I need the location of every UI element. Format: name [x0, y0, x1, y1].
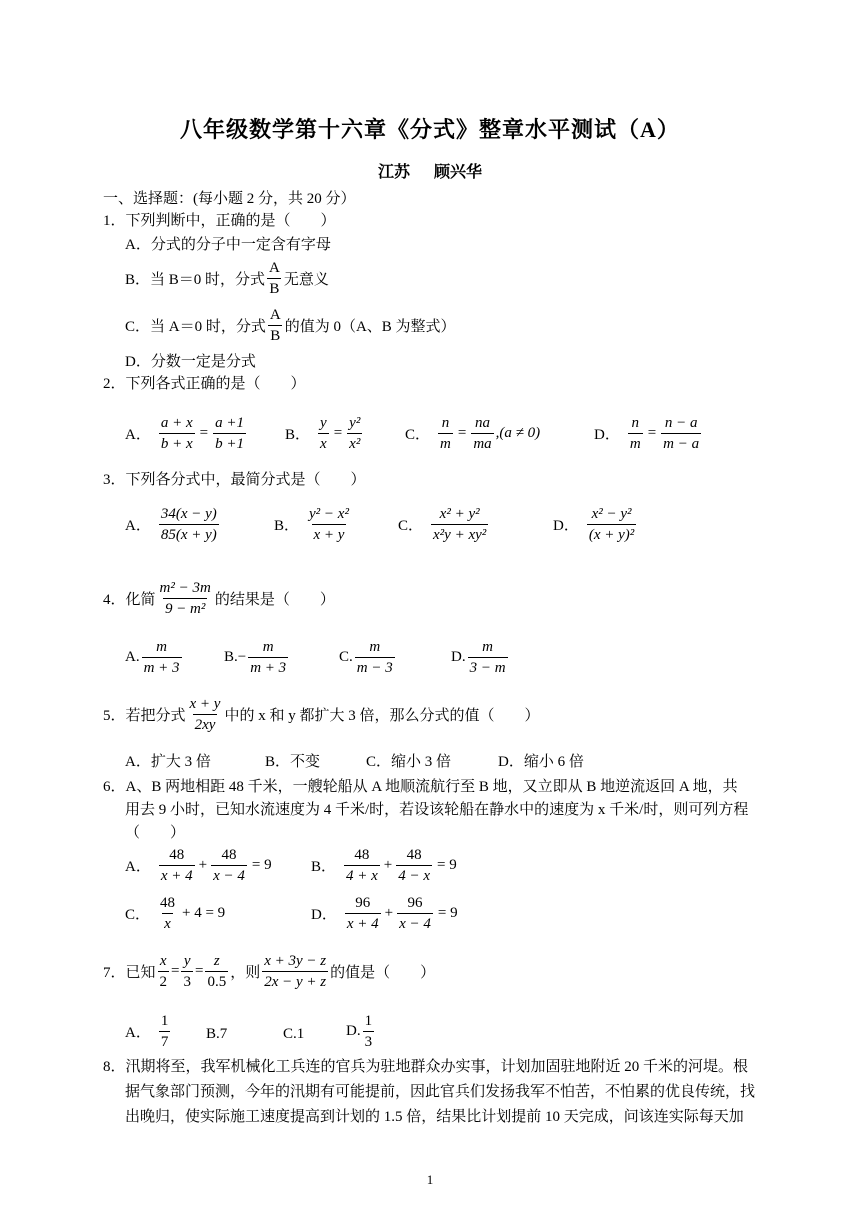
numerator: x² + y²: [439, 506, 480, 522]
denominator: x + y: [312, 524, 347, 545]
fraction: [307, 504, 351, 545]
fraction: [396, 845, 432, 886]
q7-option-c: C.1: [283, 1026, 305, 1042]
denominator: x + 4: [345, 913, 381, 934]
q8-stem-line3: 出晚归，使实际施工速度提高到计划的 1.5 倍，结果比计划提前 10 天完成，问该连实际每天加: [125, 1109, 744, 1125]
plus-sign: +: [383, 857, 393, 873]
option-label: D．: [311, 907, 337, 923]
numerator: a + x: [160, 415, 193, 431]
denominator: x: [318, 433, 329, 454]
equals-sign: =: [333, 425, 343, 441]
numerator: 96: [355, 895, 371, 911]
q1-c-text: C．当 A＝0 时，分式: [125, 319, 266, 335]
denominator: 2: [158, 971, 170, 992]
fraction: [248, 637, 288, 678]
numerator: n: [441, 415, 450, 431]
q4-option-d: [451, 637, 510, 678]
option-label: A.: [125, 649, 140, 665]
q6-stem-line1: 6．A、B 两地相距 48 千米，一艘轮船从 A 地顺流航行至 B 地，又立即从 B 地逆流返回 A 地，共: [103, 779, 738, 795]
denominator: 85(x + y): [159, 524, 219, 545]
q7-text: 7．已知: [103, 965, 156, 981]
numerator: A: [269, 260, 280, 276]
q2-stem: 2．下列各式正确的是（ ）: [103, 376, 306, 392]
fraction: [158, 951, 170, 992]
denominator: B: [268, 325, 282, 346]
q6-stem-line2: 用去 9 小时，已知水流速度为 4 千米/时，若设该轮船在静水中的速度为 x 千米/时，则可列方程: [125, 802, 749, 818]
q5-option-a: A．扩大 3 倍: [125, 754, 211, 770]
fraction: [347, 413, 362, 454]
denominator: 2x − y + z: [262, 971, 328, 992]
q3-stem: 3．下列各分式中，最简分式是（ ）: [103, 472, 366, 488]
plus-sign: +: [384, 905, 394, 921]
option-label: B．: [274, 518, 300, 534]
denominator: b +1: [213, 433, 246, 454]
q4-option-b: [224, 637, 290, 678]
fraction: [262, 951, 328, 992]
numerator: n − a: [664, 415, 698, 431]
fraction: [363, 1011, 375, 1052]
denominator: 0.5: [205, 971, 228, 992]
option-label: C．: [405, 427, 431, 443]
numerator: 48: [406, 847, 422, 863]
numerator: y: [320, 415, 327, 431]
option-label: C．: [125, 907, 151, 923]
option-label: D.: [451, 649, 466, 665]
denominator: m − a: [661, 433, 701, 454]
fraction: [397, 893, 433, 934]
denominator: ma: [471, 433, 493, 454]
equals-sign: =: [194, 963, 204, 979]
denominator: (x + y)²: [587, 524, 636, 545]
q6-option-b: [311, 845, 457, 886]
numerator: m: [156, 639, 167, 655]
denominator: B: [267, 278, 281, 299]
q4-tail: 的结果是（ ）: [214, 592, 335, 608]
fraction: [471, 413, 493, 454]
q7-tail: 的值是（ ）: [330, 965, 436, 981]
numerator: z: [213, 953, 220, 969]
q1-stem: 1．下列判断中，正确的是（ ）: [103, 213, 336, 229]
fraction: [431, 504, 488, 545]
denominator: 2xy: [193, 714, 218, 735]
q3-option-b: [274, 504, 353, 545]
denominator: 3: [363, 1031, 375, 1052]
fraction: [438, 413, 453, 454]
q1-b-fraction: [267, 258, 282, 299]
q8-stem-line1: 8．汛期将至，我军机械化工兵连的官兵为驻地群众办实事，计划加固驻地附近 20 千米的河堤。根: [103, 1059, 749, 1075]
page-number: 1: [426, 1172, 434, 1187]
option-label: B．: [311, 859, 337, 875]
q6-stem-line3: （ ）: [125, 825, 186, 841]
fraction: [318, 413, 329, 454]
denominator: 3 − m: [468, 657, 508, 678]
q1-b-tail: 无意义: [283, 272, 329, 288]
q4-stem: [103, 578, 335, 619]
numerator: x² − y²: [591, 506, 632, 522]
fraction: [159, 504, 219, 545]
numerator: m: [482, 639, 493, 655]
option-label: B．: [285, 427, 311, 443]
q6-option-d: [311, 893, 458, 934]
equals-sign: =: [171, 963, 180, 979]
denominator: 9 − m²: [163, 598, 207, 619]
numerator: y²: [349, 415, 361, 431]
q3-option-c: [398, 504, 490, 545]
q1-option-b: [125, 258, 329, 299]
fraction: [211, 845, 247, 886]
option-label: A．: [125, 859, 151, 875]
author-region: 江苏: [377, 164, 410, 181]
numerator: m² − 3m: [159, 580, 211, 596]
q7-option-a: [125, 1011, 172, 1052]
q7-stem: [103, 951, 435, 992]
numerator: 48: [354, 847, 370, 863]
denominator: m + 3: [248, 657, 288, 678]
section-heading: 一、选择题：(每小题 2 分，共 20 分）: [103, 191, 356, 207]
denominator: x²: [347, 433, 362, 454]
option-label: B.−: [224, 649, 247, 665]
option-label: D.: [346, 1023, 361, 1039]
option-label: D．: [594, 427, 620, 443]
denominator: 4 + x: [344, 865, 380, 886]
rhs: = 9: [251, 857, 272, 873]
fraction: [158, 893, 177, 934]
denominator: 7: [159, 1031, 171, 1052]
q4-option-c: [339, 637, 397, 678]
numerator: A: [269, 307, 281, 323]
option-label: C．: [398, 518, 424, 534]
numerator: 48: [160, 895, 176, 911]
option-label: D．: [553, 518, 579, 534]
author-name: 顾兴华: [434, 164, 483, 181]
numerator: 96: [407, 895, 423, 911]
q3-option-d: [553, 504, 638, 545]
fraction: [628, 413, 643, 454]
denominator: x²y + xy²: [431, 524, 488, 545]
q2-option-d: [594, 413, 703, 454]
q2-option-c: [405, 413, 540, 454]
fraction: [345, 893, 381, 934]
numerator: x: [159, 953, 167, 969]
numerator: 34(x − y): [160, 506, 217, 522]
q1-option-a: A．分式的分子中一定含有字母: [125, 237, 331, 253]
q5-option-b: B．不变: [265, 754, 321, 770]
fraction: [213, 413, 246, 454]
condition: ,(a ≠ 0): [495, 425, 541, 441]
q3-option-a: [125, 504, 221, 545]
q1-b-text: B．当 B＝0 时，分式: [125, 272, 266, 288]
q1-option-c: [125, 305, 456, 346]
q2-option-a: [125, 413, 248, 454]
denominator: x + 4: [159, 865, 195, 886]
denominator: 3: [181, 971, 193, 992]
numerator: 48: [169, 847, 185, 863]
q6-option-c: [125, 893, 225, 934]
numerator: x + y: [189, 696, 221, 712]
plus-sign: +: [198, 857, 208, 873]
fraction: [355, 637, 395, 678]
page-title: 八年级数学第十六章《分式》整章水平测试（A）: [180, 117, 680, 142]
denominator: b + x: [159, 433, 195, 454]
numerator: 1: [160, 1013, 169, 1029]
denominator: m: [438, 433, 453, 454]
fraction: [159, 413, 195, 454]
fraction: [344, 845, 380, 886]
q8-stem-line2: 据气象部门预测，今年的汛期有可能提前，因此官兵们发扬我军不怕苦，不怕累的优良传统，找: [125, 1084, 756, 1100]
rhs: = 9: [437, 857, 457, 873]
q7-mid: ，则: [230, 965, 261, 981]
option-label: C.: [339, 649, 353, 665]
numerator: y² − x²: [309, 506, 349, 522]
q5-option-c: C．缩小 3 倍: [366, 754, 452, 770]
rhs: = 9: [437, 905, 458, 921]
q2-option-b: [285, 413, 364, 454]
numerator: m: [369, 639, 381, 655]
numerator: 48: [221, 847, 237, 863]
numerator: na: [475, 415, 490, 431]
rhs: + 4 = 9: [182, 905, 226, 921]
q1-c-fraction: [268, 305, 283, 346]
numerator: 1: [364, 1013, 373, 1029]
denominator: x: [162, 913, 173, 934]
fraction: [158, 578, 213, 619]
q5-text: 5．若把分式: [103, 708, 186, 724]
numerator: y: [183, 953, 191, 969]
numerator: a +1: [215, 415, 244, 431]
fraction: [159, 1011, 171, 1052]
q1-option-d: D．分数一定是分式: [125, 354, 256, 370]
q5-stem: [103, 694, 539, 735]
equals-sign: =: [647, 425, 657, 441]
q1-c-tail: 的值为 0（A、B 为整式）: [284, 319, 456, 335]
option-label: A．: [125, 427, 151, 443]
denominator: m + 3: [142, 657, 182, 678]
fraction: [188, 694, 223, 735]
q6-option-a: [125, 845, 272, 886]
fraction: [142, 637, 182, 678]
fraction: [587, 504, 636, 545]
option-label: A．: [125, 518, 151, 534]
denominator: m − 3: [355, 657, 395, 678]
q5-option-d: D．缩小 6 倍: [498, 754, 584, 770]
numerator: x + 3y − z: [264, 953, 327, 969]
q7-option-d: [346, 1011, 376, 1052]
numerator: n: [631, 415, 640, 431]
fraction: [468, 637, 508, 678]
denominator: 4 − x: [396, 865, 432, 886]
q4-option-a: [125, 637, 184, 678]
numerator: m: [262, 639, 274, 655]
q5-tail: 中的 x 和 y 都扩大 3 倍，那么分式的值（ ）: [224, 708, 540, 724]
q4-text: 4．化简: [103, 592, 156, 608]
denominator: m: [628, 433, 643, 454]
q7-option-b: B.7: [206, 1026, 228, 1042]
equals-sign: =: [457, 425, 467, 441]
denominator: x − 4: [397, 913, 433, 934]
fraction: [205, 951, 228, 992]
denominator: x − 4: [211, 865, 247, 886]
author-line: [0, 159, 860, 182]
fraction: [181, 951, 193, 992]
option-label: A．: [125, 1025, 151, 1041]
fraction: [661, 413, 701, 454]
equals-sign: =: [199, 425, 209, 441]
fraction: [159, 845, 195, 886]
